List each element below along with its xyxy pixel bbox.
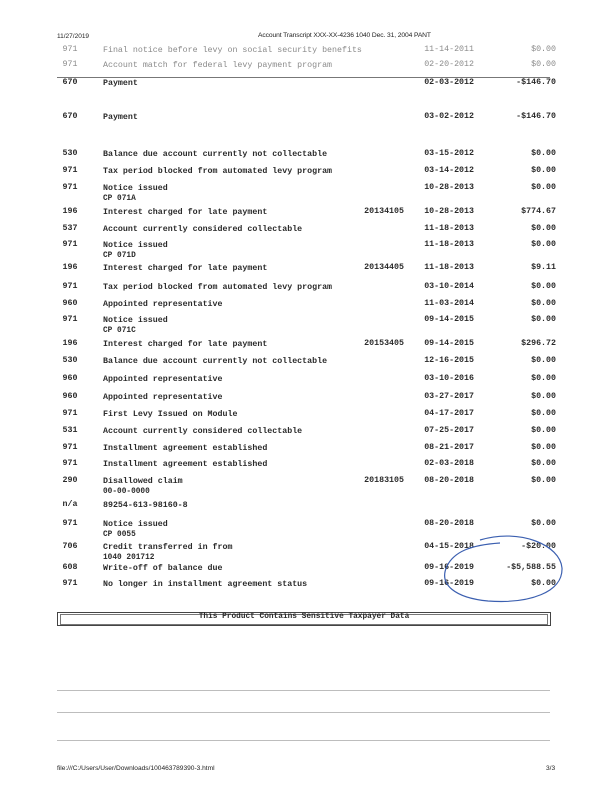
transaction-code: 960 <box>62 374 78 383</box>
transaction-description <box>103 45 363 56</box>
transaction-date: 09-14-2015 <box>424 315 474 324</box>
description-text: Final notice before levy on social security benefits <box>103 46 362 55</box>
description-text: 89254-613-98160-8 <box>103 501 188 510</box>
transaction-description <box>103 542 363 564</box>
description-text: Interest charged for late payment <box>103 208 268 217</box>
transaction-code: 608 <box>62 563 78 572</box>
description-text: Payment <box>103 113 138 122</box>
transaction-cycle: 20183105 <box>364 476 404 485</box>
transaction-date: 04-17-2017 <box>424 409 474 418</box>
description-text: Notice issued <box>103 520 168 529</box>
transaction-code: 706 <box>62 542 78 551</box>
transaction-description <box>103 183 363 205</box>
transaction-amount: $0.00 <box>531 476 556 485</box>
transaction-date: 03-10-2014 <box>424 282 474 291</box>
page-number: 3/3 <box>546 765 556 772</box>
transaction-code: 531 <box>62 426 78 435</box>
transaction-amount: $0.00 <box>531 60 556 69</box>
transaction-amount: $0.00 <box>531 183 556 192</box>
transaction-code: 670 <box>62 112 78 121</box>
description-text: Installment agreement established <box>103 460 268 469</box>
transaction-code: 971 <box>62 459 78 468</box>
file-path: file:///C:/Users/User/Downloads/100463789390-3.html <box>57 765 215 772</box>
transaction-code: 971 <box>62 183 78 192</box>
transaction-description <box>103 443 363 454</box>
description-subtext: CP 071D <box>103 252 136 260</box>
transaction-amount: $0.00 <box>531 579 556 588</box>
transaction-date: 08-21-2017 <box>424 443 474 452</box>
divider <box>57 740 550 741</box>
transaction-amount: $0.00 <box>531 224 556 233</box>
transaction-code: 670 <box>62 78 78 87</box>
sensitive-data-notice: This Product Contains Sensitive Taxpayer Data <box>198 613 410 621</box>
transaction-date: 04-15-2018 <box>424 542 474 551</box>
transaction-code: 530 <box>62 149 78 158</box>
transcript-title: Account Transcript XXX-XX-4236 1040 Dec. 31, 2004 PANT <box>258 32 431 39</box>
transaction-amount: $0.00 <box>531 519 556 528</box>
description-text: Appointed representative <box>103 393 223 402</box>
transaction-date: 11-14-2011 <box>424 45 474 54</box>
transaction-description <box>103 166 363 177</box>
transaction-description <box>103 356 363 367</box>
transaction-amount: $774.67 <box>521 207 556 216</box>
transaction-date: 11-18-2013 <box>424 224 474 233</box>
description-text: Credit transferred in from <box>103 543 233 552</box>
transaction-cycle: 20153405 <box>364 339 404 348</box>
transaction-date: 08-20-2018 <box>424 519 474 528</box>
description-text: Tax period blocked from automated levy program <box>103 283 333 292</box>
transaction-date: 10-28-2013 <box>424 183 474 192</box>
transaction-code: n/a <box>62 500 78 509</box>
transaction-description <box>103 78 363 89</box>
transaction-date: 03-14-2012 <box>424 166 474 175</box>
transaction-date: 02-03-2018 <box>424 459 474 468</box>
transaction-amount: $0.00 <box>531 315 556 324</box>
transaction-date: 11-03-2014 <box>424 299 474 308</box>
transaction-code: 971 <box>62 60 78 69</box>
transaction-amount: $0.00 <box>531 282 556 291</box>
transaction-code: 960 <box>62 392 78 401</box>
divider <box>57 712 550 713</box>
description-text: Account match for federal levy payment program <box>103 61 333 70</box>
transaction-code: 971 <box>62 240 78 249</box>
transaction-date: 11-18-2013 <box>424 263 474 272</box>
transaction-description <box>103 476 363 498</box>
description-text: Disallowed claim <box>103 477 183 486</box>
transaction-description <box>103 339 363 350</box>
transaction-amount: $296.72 <box>521 339 556 348</box>
transaction-amount: $0.00 <box>531 149 556 158</box>
transaction-description <box>103 282 363 293</box>
transaction-description <box>103 207 363 218</box>
description-text: Interest charged for late payment <box>103 264 268 273</box>
transaction-amount: $0.00 <box>531 459 556 468</box>
transaction-description <box>103 240 363 262</box>
transaction-description <box>103 299 363 310</box>
transaction-date: 07-25-2017 <box>424 426 474 435</box>
transaction-description <box>103 519 363 541</box>
description-text: Balance due account currently not collectable <box>103 150 328 159</box>
transaction-date: 03-10-2016 <box>424 374 474 383</box>
transaction-description <box>103 263 363 274</box>
transaction-description <box>103 563 363 574</box>
transaction-date: 09-16-2019 <box>424 563 474 572</box>
transaction-amount: $0.00 <box>531 392 556 401</box>
description-text: Appointed representative <box>103 300 223 309</box>
transaction-amount: $0.00 <box>531 166 556 175</box>
transaction-description <box>103 224 363 235</box>
description-text: Balance due account currently not collectable <box>103 357 328 366</box>
transaction-amount: -$5,588.55 <box>506 563 556 572</box>
transaction-date: 09-14-2015 <box>424 339 474 348</box>
transaction-code: 971 <box>62 315 78 324</box>
transaction-description <box>103 112 363 123</box>
transaction-date: 03-15-2012 <box>424 149 474 158</box>
transaction-amount: -$146.70 <box>516 112 556 121</box>
description-text: Notice issued <box>103 316 168 325</box>
transaction-code: 971 <box>62 443 78 452</box>
transaction-code: 960 <box>62 299 78 308</box>
transaction-code: 196 <box>62 339 78 348</box>
transaction-date: 08-20-2018 <box>424 476 474 485</box>
description-text: Write-off of balance due <box>103 564 223 573</box>
transaction-description <box>103 500 363 511</box>
transaction-date: 11-18-2013 <box>424 240 474 249</box>
description-subtext: CP 071C <box>103 327 136 335</box>
transaction-amount: $0.00 <box>531 374 556 383</box>
transaction-code: 971 <box>62 166 78 175</box>
transaction-date: 12-16-2015 <box>424 356 474 365</box>
transaction-date: 10-28-2013 <box>424 207 474 216</box>
transaction-date: 09-16-2019 <box>424 579 474 588</box>
transaction-cycle: 20134105 <box>364 207 404 216</box>
description-text: Account currently considered collectable <box>103 225 303 234</box>
transaction-cycle: 20134405 <box>364 263 404 272</box>
transaction-amount: $0.00 <box>531 45 556 54</box>
description-text: Installment agreement established <box>103 444 268 453</box>
transaction-amount: $0.00 <box>531 409 556 418</box>
transaction-amount: $0.00 <box>531 356 556 365</box>
transaction-date: 02-20-2012 <box>424 60 474 69</box>
transaction-code: 971 <box>62 579 78 588</box>
transaction-description <box>103 426 363 437</box>
transaction-description <box>103 60 363 71</box>
transaction-amount: $9.11 <box>531 263 556 272</box>
transaction-amount: -$20.00 <box>521 542 556 551</box>
description-text: Account currently considered collectable <box>103 427 303 436</box>
description-text: Interest charged for late payment <box>103 340 268 349</box>
description-subtext: CP 0055 <box>103 531 136 539</box>
transaction-amount: $0.00 <box>531 426 556 435</box>
transaction-date: 03-27-2017 <box>424 392 474 401</box>
transaction-description <box>103 315 363 337</box>
transaction-code: 196 <box>62 263 78 272</box>
transaction-description <box>103 409 363 420</box>
transaction-description <box>103 579 363 590</box>
description-text: Payment <box>103 79 138 88</box>
transaction-description <box>103 149 363 160</box>
description-subtext: 00-00-0000 <box>103 488 150 496</box>
description-subtext: CP 071A <box>103 195 136 203</box>
description-text: Tax period blocked from automated levy program <box>103 167 333 176</box>
divider <box>57 690 550 691</box>
transaction-amount: $0.00 <box>531 443 556 452</box>
transaction-amount: -$146.70 <box>516 78 556 87</box>
transaction-code: 530 <box>62 356 78 365</box>
transaction-date: 03-02-2012 <box>424 112 474 121</box>
description-text: First Levy Issued on Module <box>103 410 238 419</box>
transaction-date: 02-03-2012 <box>424 78 474 87</box>
print-date: 11/27/2019 <box>57 33 90 40</box>
description-text: Notice issued <box>103 241 168 250</box>
transaction-code: 537 <box>62 224 78 233</box>
transaction-code: 290 <box>62 476 78 485</box>
transaction-description <box>103 459 363 470</box>
transaction-code: 196 <box>62 207 78 216</box>
transaction-code: 971 <box>62 282 78 291</box>
transaction-code: 971 <box>62 45 78 54</box>
description-subtext: 1040 201712 <box>103 554 155 562</box>
transaction-amount: $0.00 <box>531 299 556 308</box>
transaction-code: 971 <box>62 409 78 418</box>
transaction-description <box>103 392 363 403</box>
transaction-description <box>103 374 363 385</box>
description-text: Notice issued <box>103 184 168 193</box>
description-text: Appointed representative <box>103 375 223 384</box>
transaction-amount: $0.00 <box>531 240 556 249</box>
description-text: No longer in installment agreement status <box>103 580 308 589</box>
transaction-code: 971 <box>62 519 78 528</box>
